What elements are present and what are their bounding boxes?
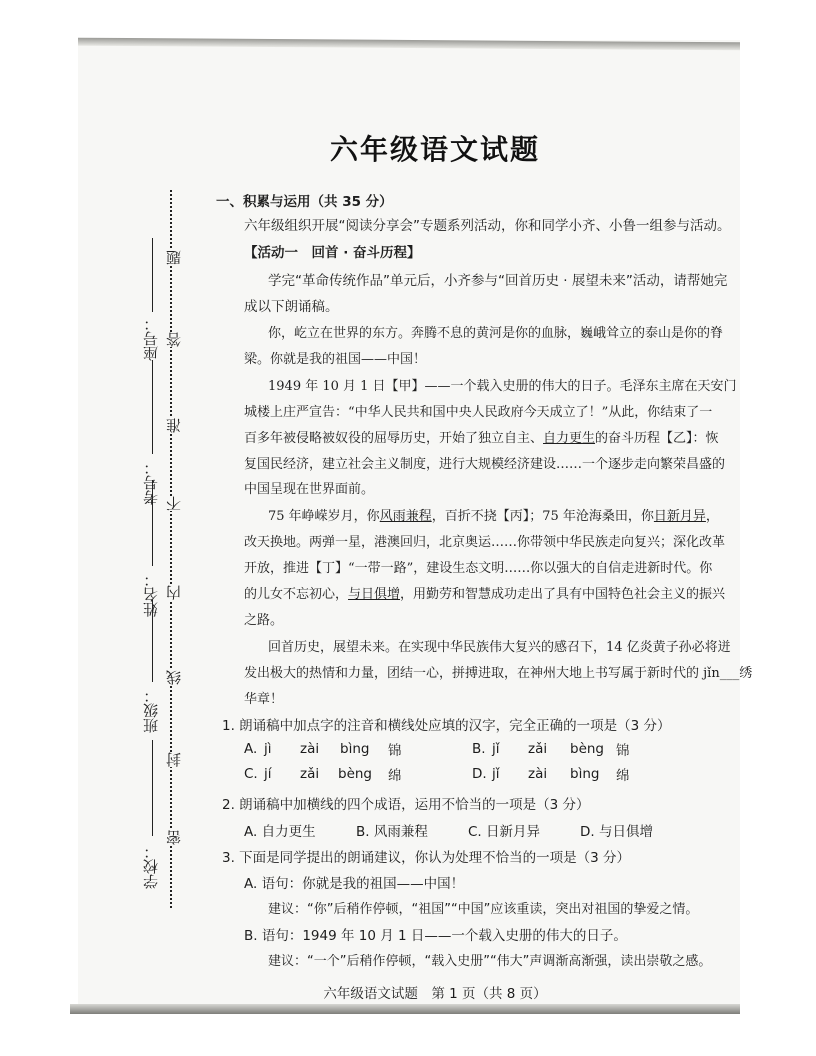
name-label: 姓名：	[142, 572, 160, 617]
class-label: 班级：	[142, 688, 160, 733]
q3-option-a-advice: 建议：“你”后稍作停顿，“祖国”“中国”应该重读，突出对祖国的挚爱之情。	[268, 902, 699, 917]
idiom-underlined: 与日俱增	[348, 587, 401, 602]
q2-option-b[interactable]: B. 风雨兼程	[356, 824, 428, 840]
seal-char: 内	[165, 585, 183, 600]
exam-number-blank[interactable]	[152, 360, 153, 454]
page-footer: 六年级语文试题 第 1 页（共 8 页）	[323, 986, 547, 1002]
q3-option-a-sentence[interactable]: A. 语句：你就是我的祖国——中国！	[244, 876, 465, 892]
script-line: 梁。你就是我的祖国——中国！	[244, 352, 427, 367]
section-heading: 一、积累与运用（共 35 分）	[216, 194, 393, 210]
idiom-underlined: 日新月异	[653, 509, 706, 524]
q3-option-b-sentence[interactable]: B. 语句：1949 年 10 月 1 日——一个载入史册的伟大的日子。	[244, 928, 627, 944]
question-stem: 1. 朗诵稿中加点字的注音和横线处应填的汉字，完全正确的一项是（3 分）	[222, 718, 671, 734]
seal-char: 密	[165, 830, 183, 845]
q2-option-c[interactable]: C. 日新月异	[468, 824, 541, 840]
seal-dotted-line	[170, 190, 172, 908]
activity-heading: 【活动一 回首 · 奋斗历程】	[244, 245, 421, 261]
script-line: 发出极大的热情和力量，团结一心，拼搏进取，在神州大地上书写属于新时代的 jǐn___绣	[244, 666, 753, 681]
seat-number-label: 座号：	[142, 316, 160, 361]
script-line: 开放，推进【丁】“一带一路”，建设生态文明……你以强大的自信走进新时代。你	[244, 561, 713, 576]
seal-char: 线	[165, 670, 183, 685]
task-text: 学完“革命传统作品”单元后，小齐参与“回首历史 · 展望未来”活动，请帮她完	[268, 273, 728, 289]
exam-title: 六年级语文试题	[329, 133, 540, 166]
seal-char: 不	[165, 496, 183, 511]
q2-option-a[interactable]: A. 自力更生	[244, 824, 316, 840]
q2-option-d[interactable]: D. 与日俱增	[580, 824, 653, 840]
script-line: 改天换地。两弹一星，港澳回归，北京奥运……你带领中华民族走向复兴；深化改革	[244, 535, 726, 550]
task-text: 成以下朗诵稿。	[244, 299, 339, 315]
idiom-underlined: 风雨兼程	[379, 509, 432, 524]
seat-number-blank[interactable]	[152, 238, 153, 312]
q3-option-b-advice: 建议：“一个”后稍作停顿，“载入史册”“伟大”声调渐高渐强，读出崇敬之感。	[268, 954, 712, 969]
script-line: 1949 年 10 月 1 日【甲】——一个载入史册的伟大的日子。毛泽东主席在天安门	[268, 379, 737, 394]
idiom-underlined: 自力更生	[543, 431, 596, 446]
exam-number-label: 考号：	[142, 460, 160, 505]
seal-char: 封	[165, 752, 183, 767]
script-line: 的儿女不忘初心，与日俱增，用勤劳和智慧成功走出了具有中国特色社会主义的振兴	[244, 587, 726, 602]
script-line: 城楼上庄严宣告：“中华人民共和国中央人民政府今天成立了！”从此，你结束了一	[244, 405, 713, 420]
school-label: 学校：	[142, 844, 160, 889]
binding-strip	[140, 180, 183, 918]
script-line: 中国呈现在世界面前。	[244, 482, 375, 497]
script-line: 复国民经济，建立社会主义制度，进行大规模经济建设……一个逐步走向繁荣昌盛的	[244, 457, 726, 472]
script-line: 回首历史，展望未来。在实现中华民族伟大复兴的感召下，14 亿炎黄子孙必将迸	[268, 640, 731, 655]
script-line: 之路。	[244, 613, 284, 628]
seal-char: 题	[165, 250, 183, 265]
question-stem: 3. 下面是同学提出的朗诵建议，你认为处理不恰当的一项是（3 分）	[222, 850, 631, 866]
script-line: 百多年被侵略被奴役的屈辱历史，开始了独立自主、自力更生的奋斗历程【乙】：恢	[244, 431, 719, 446]
seal-char: 答	[165, 332, 183, 347]
script-line: 你，屹立在世界的东方。奔腾不息的黄河是你的血脉，巍峨耸立的泰山是你的脊	[268, 326, 724, 341]
school-blank[interactable]	[152, 740, 153, 836]
script-line: 75 年峥嵘岁月，你风雨兼程，百折不挠【丙】；75 年沧海桑田，你日新月异，	[268, 509, 719, 524]
section-intro: 六年级组织开展“阅读分享会”专题系列活动，你和同学小齐、小鲁一组参与活动。	[244, 218, 731, 234]
script-line: 华章！	[244, 692, 284, 707]
paper-bottom-edge	[70, 1004, 740, 1014]
question-stem: 2. 朗诵稿中加横线的四个成语，运用不恰当的一项是（3 分）	[222, 797, 590, 813]
seal-char: 准	[165, 418, 183, 433]
